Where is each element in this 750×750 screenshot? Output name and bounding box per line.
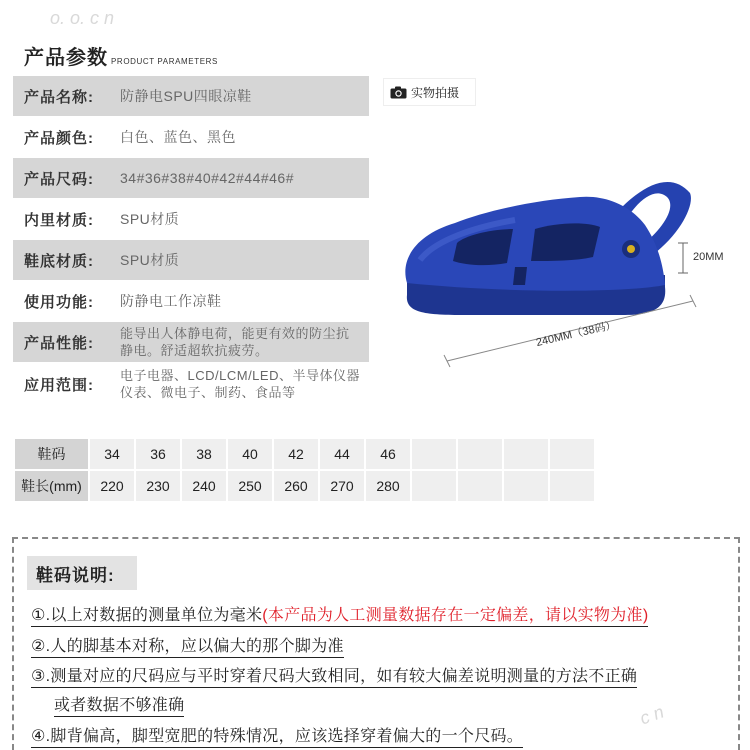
empty-cell bbox=[549, 438, 595, 470]
table-row bbox=[14, 470, 595, 502]
size-notes-title: 鞋码说明: bbox=[27, 556, 137, 590]
empty-cell bbox=[549, 470, 595, 502]
length-cell: 250 bbox=[227, 470, 273, 502]
table-row bbox=[14, 438, 595, 470]
note-line-3b: 或者数据不够准确 bbox=[54, 692, 184, 717]
size-cell: 46 bbox=[365, 438, 411, 470]
param-row-name bbox=[13, 76, 369, 116]
size-cell: 40 bbox=[227, 438, 273, 470]
param-value: 电子电器、LCD/LCM/LED、半导体仪器仪表、微电子、制药、食品等 bbox=[120, 368, 360, 400]
size-row-label: 鞋码 bbox=[14, 438, 89, 470]
param-label: 产品颜色: bbox=[24, 129, 94, 147]
length-cell: 280 bbox=[365, 470, 411, 502]
size-table bbox=[13, 437, 596, 503]
shoe-image bbox=[395, 165, 740, 375]
note-line-3a: ③.测量对应的尺码应与平时穿着尺码大致相同，如有较大偏差说明测量的方法不正确 bbox=[31, 663, 637, 688]
empty-cell bbox=[457, 470, 503, 502]
param-label: 产品尺码: bbox=[24, 170, 94, 188]
param-value: SPU材质 bbox=[120, 211, 180, 227]
length-cell: 240 bbox=[181, 470, 227, 502]
param-row-size bbox=[13, 158, 369, 198]
size-cell: 38 bbox=[181, 438, 227, 470]
empty-cell bbox=[411, 438, 457, 470]
photo-tag bbox=[383, 78, 476, 106]
note-line-4: ④.脚背偏高，脚型宽肥的特殊情况，应该选择穿着偏大的一个尺码。 bbox=[31, 723, 523, 748]
param-row-application bbox=[13, 364, 369, 404]
section-title bbox=[24, 40, 218, 70]
param-row-function bbox=[13, 281, 369, 321]
watermark-top: o. o. c n bbox=[50, 8, 115, 28]
param-value: 34#36#38#40#42#44#46# bbox=[120, 170, 295, 186]
note-line-1-main: ①.以上对数据的测量单位为毫米 bbox=[31, 607, 263, 624]
empty-cell bbox=[457, 438, 503, 470]
param-label: 产品名称: bbox=[24, 88, 94, 106]
param-label: 产品性能: bbox=[24, 334, 94, 352]
param-value: 防静电工作凉鞋 bbox=[120, 293, 222, 309]
length-cell: 220 bbox=[89, 470, 135, 502]
empty-cell bbox=[411, 470, 457, 502]
param-row-performance bbox=[13, 322, 369, 362]
param-value: 防静电SPU四眼凉鞋 bbox=[120, 88, 252, 104]
empty-cell bbox=[503, 438, 549, 470]
param-value: 能导出人体静电荷，能更有效的防尘抗静电。舒适超软抗疲劳。 bbox=[120, 326, 350, 358]
param-row-lining bbox=[13, 199, 369, 239]
note-line-1-red: (本产品为人工测量数据存在一定偏差，请以实物为准) bbox=[262, 607, 649, 624]
size-cell: 44 bbox=[319, 438, 365, 470]
length-cell: 270 bbox=[319, 470, 365, 502]
length-cell: 260 bbox=[273, 470, 319, 502]
param-value: 白色、蓝色、黑色 bbox=[120, 129, 236, 145]
size-cell: 36 bbox=[135, 438, 181, 470]
sandal-illustration bbox=[395, 165, 740, 375]
section-title-cn: 产品参数 bbox=[24, 47, 108, 69]
empty-cell bbox=[503, 470, 549, 502]
height-dimension: 20MM bbox=[693, 251, 724, 263]
param-label: 使用功能: bbox=[24, 293, 94, 311]
note-line-2: ②.人的脚基本对称，应以偏大的那个脚为准 bbox=[31, 633, 344, 658]
length-row-label: 鞋长(mm) bbox=[14, 470, 89, 502]
size-cell: 42 bbox=[273, 438, 319, 470]
param-value: SPU材质 bbox=[120, 252, 180, 268]
param-label: 应用范围: bbox=[24, 376, 94, 394]
length-dimension: 240MM（38码） bbox=[534, 318, 618, 350]
param-row-color bbox=[13, 117, 369, 157]
param-label: 鞋底材质: bbox=[24, 252, 94, 270]
section-title-en: PRODUCT PARAMETERS bbox=[111, 57, 218, 66]
camera-icon bbox=[390, 86, 407, 99]
length-cell: 230 bbox=[135, 470, 181, 502]
note-line-1 bbox=[31, 602, 648, 627]
watermark-bottom: c n bbox=[637, 701, 667, 729]
param-label: 内里材质: bbox=[24, 211, 94, 229]
photo-tag-label: 实物拍摄 bbox=[411, 85, 460, 100]
param-row-sole bbox=[13, 240, 369, 280]
size-cell: 34 bbox=[89, 438, 135, 470]
